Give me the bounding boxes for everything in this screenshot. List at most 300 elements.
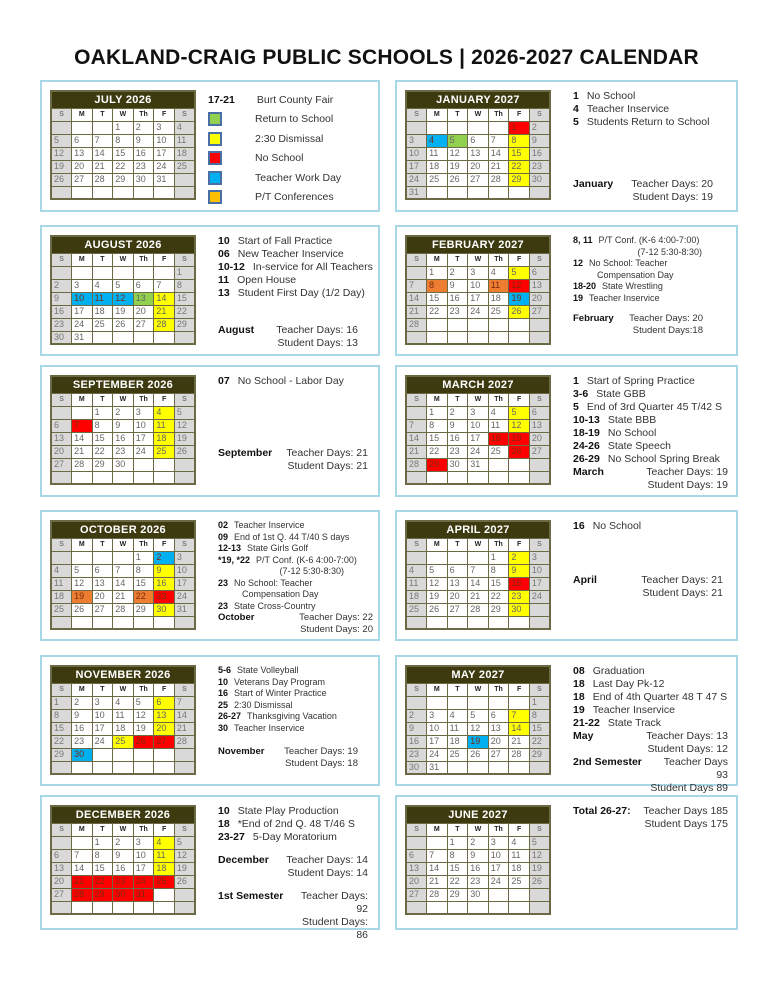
month-panel-apr	[395, 510, 738, 641]
note-date: 1	[573, 375, 579, 387]
note-line	[218, 831, 374, 844]
day-cell-red: 29	[92, 888, 113, 901]
month-calendar	[405, 520, 551, 630]
day-cell-orange: 22	[133, 590, 154, 603]
day-cell: 26	[174, 875, 195, 888]
note-date: 12-13	[218, 543, 242, 553]
day-cell-red: 12	[509, 279, 530, 292]
month-panel-mar	[395, 365, 738, 497]
empty-cell	[509, 616, 530, 629]
empty-cell	[529, 603, 550, 616]
note-date: 16	[573, 520, 585, 532]
note-date: 21-22	[573, 717, 600, 729]
empty-cell	[447, 186, 468, 199]
note-date: 16	[218, 688, 229, 698]
note-line	[573, 293, 732, 305]
note-date: 5	[573, 116, 579, 128]
empty-cell	[427, 471, 448, 484]
day-cell: 7	[406, 279, 427, 292]
empty-cell	[529, 901, 550, 914]
weekday-header: Th	[488, 538, 509, 551]
day-cell: 3	[488, 836, 509, 849]
weekday-header: S	[529, 823, 550, 836]
day-cell: 13	[51, 432, 72, 445]
note-line	[218, 688, 374, 700]
day-cell: 25	[406, 603, 427, 616]
day-cell-blue: 19	[468, 735, 489, 748]
note-text: State Track	[607, 717, 661, 729]
day-cell: 24	[468, 445, 489, 458]
day-cell: 7	[406, 419, 427, 432]
note-line	[218, 578, 374, 590]
day-cell: 11	[174, 134, 195, 147]
weekday-header: S	[406, 253, 427, 266]
day-cell-orange: 11	[488, 279, 509, 292]
day-cell: 10	[92, 709, 113, 722]
empty-cell	[174, 616, 195, 629]
weekday-header: W	[468, 683, 489, 696]
day-cell-yellow: 4	[154, 406, 175, 419]
empty-cell	[406, 266, 427, 279]
note-text: (7-12 5:30-8:30)	[279, 566, 344, 576]
note-date: 12	[573, 258, 584, 268]
day-cell: 17	[427, 735, 448, 748]
page-title: OAKLAND-CRAIG PUBLIC SCHOOLS | 2026-2027 CALENDAR	[74, 46, 699, 69]
student-days: Student Days 175	[644, 818, 728, 830]
day-cell: 1	[92, 406, 113, 419]
day-cell: 10	[488, 849, 509, 862]
weekday-header: Th	[133, 108, 154, 121]
empty-cell	[154, 616, 175, 629]
summary-label: August	[218, 324, 255, 336]
day-cell-blue: 10	[72, 292, 93, 305]
teacher-days: Teacher Days: 20	[629, 313, 703, 324]
month-title: MAY 2027	[406, 666, 550, 683]
note-line	[218, 700, 374, 712]
day-cell-red: 21	[72, 875, 93, 888]
day-cell: 14	[72, 432, 93, 445]
weekday-header: M	[72, 393, 93, 406]
day-cell: 13	[447, 577, 468, 590]
empty-cell	[488, 761, 509, 774]
empty-cell	[51, 266, 72, 279]
day-cell: 22	[427, 305, 448, 318]
weekday-header: M	[72, 538, 93, 551]
empty-cell	[468, 471, 489, 484]
student-days: Student Days: 86	[302, 916, 368, 941]
day-count-summary	[218, 447, 378, 473]
month-title: OCTOBER 2026	[51, 521, 195, 538]
weekday-header: M	[427, 108, 448, 121]
note-line	[573, 375, 732, 388]
day-cell: 18	[113, 722, 134, 735]
day-cell-red: 23	[113, 875, 134, 888]
note-date: 25	[218, 699, 229, 710]
note-line	[573, 427, 732, 440]
day-cell: 28	[113, 603, 134, 616]
empty-cell	[133, 458, 154, 471]
day-cell: 26	[72, 603, 93, 616]
empty-cell	[529, 318, 550, 331]
empty-cell	[427, 901, 448, 914]
summary-label: Total 26-27:	[573, 805, 631, 817]
day-cell: 3	[529, 551, 550, 564]
day-cell: 1	[51, 696, 72, 709]
day-cell: 16	[51, 305, 72, 318]
teacher-days: Teacher Days 93	[663, 756, 728, 781]
day-cell: 16	[133, 147, 154, 160]
day-cell: 20	[133, 305, 154, 318]
weekday-header: F	[509, 683, 530, 696]
day-cell-yellow: 18	[154, 862, 175, 875]
day-count-summary	[218, 324, 368, 350]
day-cell: 29	[113, 173, 134, 186]
day-cell-red: 1	[509, 121, 530, 134]
day-count-summary	[573, 466, 738, 492]
empty-cell	[92, 471, 113, 484]
note-line	[573, 388, 732, 401]
day-cell-yellow: 5	[509, 266, 530, 279]
empty-cell	[51, 616, 72, 629]
weekday-header: Th	[133, 253, 154, 266]
day-cell-yellow: 9	[154, 564, 175, 577]
weekday-header: Th	[133, 393, 154, 406]
day-cell: 6	[529, 406, 550, 419]
day-cell: 24	[72, 318, 93, 331]
note-date: 19	[573, 292, 584, 303]
day-cell: 8	[92, 419, 113, 432]
summary-label: February	[573, 313, 614, 324]
month-panel-nov	[40, 655, 380, 786]
summary-label: April	[573, 574, 597, 586]
day-cell: 17	[92, 722, 113, 735]
empty-cell	[447, 331, 468, 344]
day-cell: 12	[468, 722, 489, 735]
empty-cell	[406, 331, 427, 344]
day-cell: 22	[427, 445, 448, 458]
day-cell: 20	[72, 160, 93, 173]
empty-cell	[51, 186, 72, 199]
day-cell: 15	[488, 577, 509, 590]
empty-cell	[51, 471, 72, 484]
day-cell: 28	[406, 318, 427, 331]
day-cell: 15	[113, 147, 134, 160]
month-notes	[573, 665, 732, 795]
day-cell: 20	[92, 590, 113, 603]
empty-cell	[92, 266, 113, 279]
day-cell: 23	[468, 875, 489, 888]
day-cell-red: 24	[133, 875, 154, 888]
empty-cell	[427, 331, 448, 344]
day-cell: 3	[468, 266, 489, 279]
day-count-summary	[218, 854, 378, 880]
note-line	[573, 520, 732, 533]
empty-cell	[92, 331, 113, 344]
note-text: No School	[592, 520, 642, 532]
weekday-header: W	[113, 538, 134, 551]
month-notes	[573, 90, 732, 203]
empty-cell	[113, 186, 134, 199]
day-cell: 2	[529, 121, 550, 134]
note-line	[573, 691, 732, 704]
note-date: 08	[573, 665, 585, 677]
day-cell: 28	[92, 173, 113, 186]
note-date: 02	[218, 520, 229, 530]
weekday-header: F	[154, 108, 175, 121]
note-text: State Girls Golf	[247, 543, 309, 553]
note-date: 18	[218, 818, 230, 830]
day-cell: 9	[447, 419, 468, 432]
day-cell: 27	[51, 458, 72, 471]
empty-cell	[427, 318, 448, 331]
day-count-summary	[573, 178, 723, 204]
note-date: 07	[218, 375, 230, 387]
day-cell: 1	[92, 836, 113, 849]
day-cell: 15	[174, 292, 195, 305]
teacher-days: Teacher Days: 19	[646, 466, 728, 478]
empty-cell	[488, 471, 509, 484]
day-cell: 30	[133, 173, 154, 186]
month-panel-may	[395, 655, 738, 794]
empty-cell	[72, 471, 93, 484]
note-text: Teacher Inservice	[586, 103, 670, 115]
note-line	[218, 805, 374, 818]
weekday-header: S	[174, 538, 195, 551]
day-cell: 18	[51, 590, 72, 603]
note-text: No School	[607, 427, 657, 439]
summary-label: 2nd Semester	[573, 756, 642, 768]
empty-cell	[154, 761, 175, 774]
weekday-header: Th	[133, 683, 154, 696]
day-cell: 26	[174, 445, 195, 458]
day-cell-red: 29	[427, 458, 448, 471]
day-cell-yellow: 28	[154, 318, 175, 331]
day-cell: 3	[92, 696, 113, 709]
day-cell: 27	[529, 305, 550, 318]
empty-cell	[72, 836, 93, 849]
empty-cell	[529, 471, 550, 484]
day-cell: 19	[529, 862, 550, 875]
day-cell: 16	[406, 735, 427, 748]
day-cell: 31	[154, 173, 175, 186]
day-cell: 20	[406, 875, 427, 888]
empty-cell	[509, 331, 530, 344]
weekday-header: F	[509, 823, 530, 836]
day-cell: 6	[488, 709, 509, 722]
legend-item	[208, 129, 368, 149]
day-cell: 21	[113, 590, 134, 603]
note-line	[218, 818, 374, 831]
note-date: 10-13	[573, 414, 600, 426]
day-cell: 1	[133, 551, 154, 564]
empty-cell	[488, 458, 509, 471]
day-cell: 11	[509, 849, 530, 862]
note-date: 26-27	[218, 711, 242, 721]
empty-cell	[427, 616, 448, 629]
note-line	[218, 566, 374, 578]
student-days: Student Days:18	[632, 325, 703, 336]
weekday-header: F	[154, 823, 175, 836]
teacher-days: Teacher Days: 21	[286, 447, 368, 459]
empty-cell	[509, 318, 530, 331]
day-cell: 7	[154, 279, 175, 292]
day-cell: 9	[468, 849, 489, 862]
note-line	[573, 247, 732, 259]
day-cell: 12	[447, 147, 468, 160]
note-text: End of 4th Quarter 48 T 47 S	[592, 691, 728, 703]
day-cell: 14	[427, 862, 448, 875]
day-cell: 24	[406, 173, 427, 186]
day-cell-yellow: 21	[154, 305, 175, 318]
day-cell: 3	[468, 406, 489, 419]
day-cell: 1	[427, 266, 448, 279]
month-calendar	[50, 375, 196, 485]
day-cell: 11	[51, 577, 72, 590]
day-cell-blue: 11	[92, 292, 113, 305]
day-cell: 23	[447, 445, 468, 458]
empty-cell	[447, 696, 468, 709]
day-cell: 21	[488, 160, 509, 173]
empty-cell	[468, 318, 489, 331]
day-cell: 24	[133, 445, 154, 458]
day-cell: 6	[72, 134, 93, 147]
empty-cell	[427, 186, 448, 199]
empty-cell	[154, 748, 175, 761]
day-cell: 2	[133, 121, 154, 134]
note-date: 10	[218, 676, 229, 687]
note-text: Last Day Pk-12	[592, 678, 665, 690]
month-calendar	[50, 235, 196, 345]
empty-cell	[468, 186, 489, 199]
day-cell: 24	[154, 160, 175, 173]
day-cell: 21	[92, 160, 113, 173]
note-line	[218, 601, 374, 613]
note-text: State Volleyball	[237, 665, 299, 675]
day-cell: 20	[529, 432, 550, 445]
note-line	[573, 235, 732, 247]
weekday-header: F	[154, 253, 175, 266]
note-date: 09	[218, 531, 229, 542]
note-text: Student First Day (1/2 Day)	[237, 287, 365, 299]
day-cell: 20	[488, 735, 509, 748]
day-cell: 25	[509, 875, 530, 888]
day-cell: 5	[113, 279, 134, 292]
day-cell: 2	[447, 406, 468, 419]
note-date: 23-27	[218, 831, 245, 843]
empty-cell	[174, 748, 195, 761]
day-cell: 25	[488, 305, 509, 318]
day-cell: 10	[133, 419, 154, 432]
note-date: 23	[218, 577, 229, 588]
weekday-header: S	[51, 538, 72, 551]
empty-cell	[154, 471, 175, 484]
summary-label: September	[218, 447, 273, 459]
note-date: 5	[573, 401, 579, 413]
note-text: Start of Fall Practice	[237, 235, 333, 247]
day-cell-yellow: 7	[509, 709, 530, 722]
note-line	[218, 711, 374, 723]
day-cell: 16	[447, 432, 468, 445]
day-cell-green: 5	[447, 134, 468, 147]
day-cell: 22	[529, 735, 550, 748]
day-cell-yellow: 14	[154, 292, 175, 305]
empty-cell	[51, 121, 72, 134]
weekday-header: M	[427, 538, 448, 551]
empty-cell	[174, 331, 195, 344]
day-cell: 14	[174, 709, 195, 722]
day-cell: 18	[174, 147, 195, 160]
weekday-header: T	[447, 393, 468, 406]
weekday-header: T	[447, 683, 468, 696]
empty-cell	[92, 748, 113, 761]
day-cell: 27	[529, 445, 550, 458]
day-cell: 18	[406, 590, 427, 603]
day-cell: 8	[133, 564, 154, 577]
teacher-days: Teacher Days: 21	[641, 574, 723, 586]
day-cell: 15	[447, 862, 468, 875]
note-text: State Cross-Country	[234, 600, 316, 611]
weekday-header: T	[92, 393, 113, 406]
day-cell: 14	[113, 577, 134, 590]
empty-cell	[447, 318, 468, 331]
teacher-days: Teacher Days 185	[643, 805, 728, 817]
student-days: Student Days 89	[650, 782, 728, 794]
note-line	[573, 678, 732, 691]
summary-label: 1st Semester	[218, 890, 284, 902]
month-calendar	[50, 665, 196, 775]
month-panel-jun	[395, 795, 738, 930]
day-cell: 12	[427, 577, 448, 590]
summary-label: October	[218, 612, 255, 623]
empty-cell	[51, 836, 72, 849]
note-date: 18-20	[573, 281, 597, 291]
day-cell: 26	[529, 875, 550, 888]
empty-cell	[154, 888, 175, 901]
legend-swatch-icon	[208, 171, 222, 185]
day-cell: 13	[529, 279, 550, 292]
empty-cell	[154, 901, 175, 914]
day-cell: 28	[406, 458, 427, 471]
weekday-header: S	[51, 108, 72, 121]
day-cell: 9	[113, 849, 134, 862]
day-cell: 5	[133, 696, 154, 709]
day-cell: 10	[468, 279, 489, 292]
month-panel-sep	[40, 365, 380, 497]
weekday-header: S	[174, 683, 195, 696]
empty-cell	[509, 186, 530, 199]
day-cell: 19	[447, 160, 468, 173]
day-count-summary	[218, 612, 383, 636]
weekday-header: W	[113, 108, 134, 121]
day-cell: 25	[427, 173, 448, 186]
day-cell: 5	[529, 836, 550, 849]
empty-cell	[133, 761, 154, 774]
day-cell: 13	[529, 419, 550, 432]
legend	[208, 90, 368, 207]
day-cell: 12	[72, 577, 93, 590]
empty-cell	[427, 121, 448, 134]
note-text: Start of Spring Practice	[586, 375, 695, 387]
empty-cell	[447, 121, 468, 134]
day-cell: 11	[406, 577, 427, 590]
empty-cell	[509, 761, 530, 774]
day-cell: 7	[113, 564, 134, 577]
empty-cell	[51, 406, 72, 419]
note-line	[218, 235, 374, 248]
empty-cell	[113, 748, 134, 761]
weekday-header: Th	[133, 823, 154, 836]
empty-cell	[468, 761, 489, 774]
